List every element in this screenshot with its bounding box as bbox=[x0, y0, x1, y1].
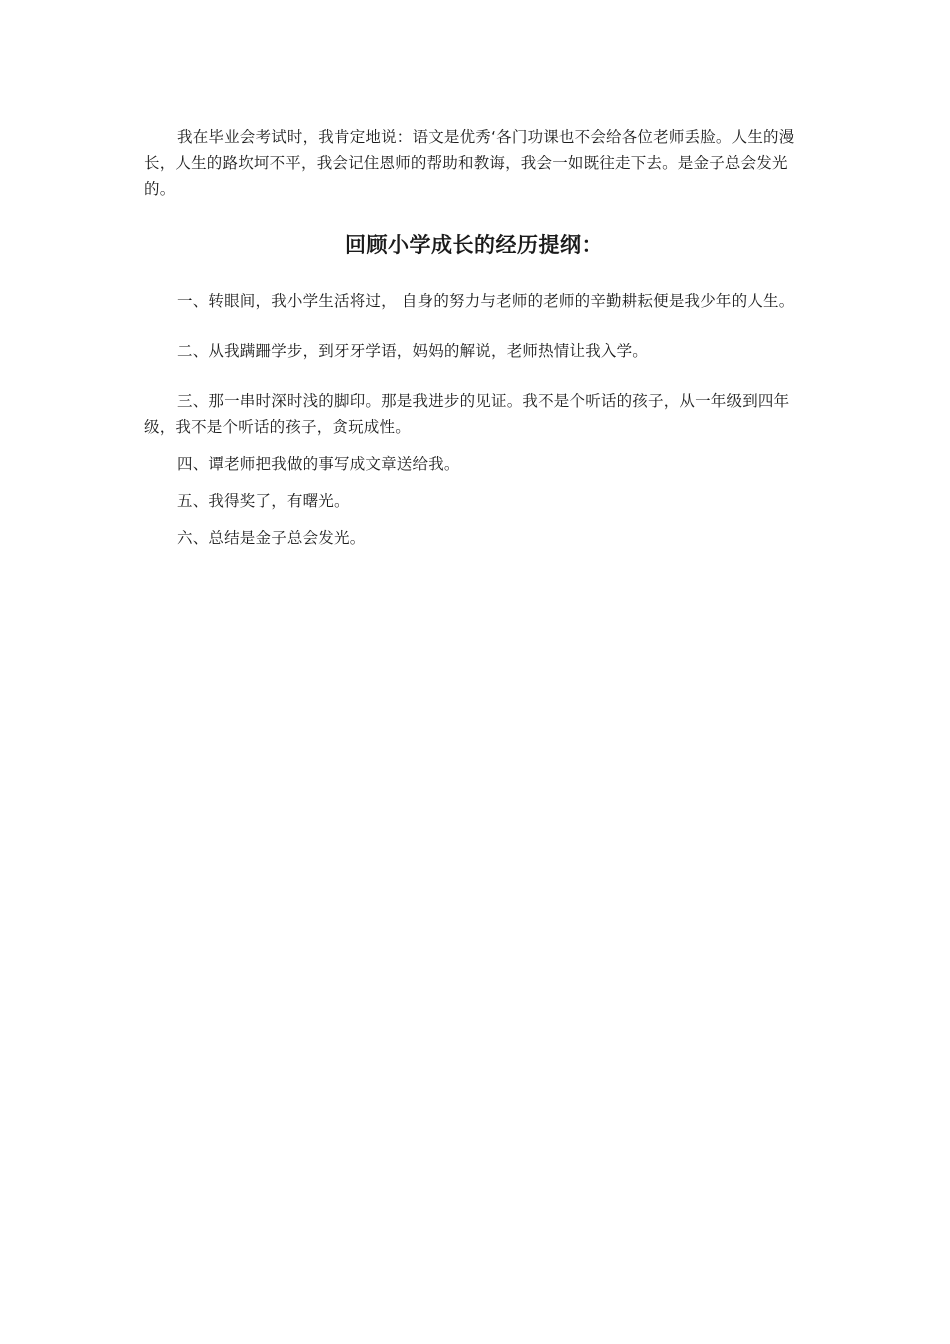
document-body bbox=[144, 124, 804, 551]
outline-item-1: 一、转眼间，我小学生活将过， 自身的努力与老师的老师的辛勤耕耘便是我少年的人生。 bbox=[177, 292, 795, 310]
outline-item-6: 六、总结是金子总会发光。 bbox=[177, 529, 366, 547]
outline-list bbox=[144, 288, 804, 551]
outline-item-3: 三、那一串时深时浅的脚印。那是我进步的见证。我不是个听话的孩子，从一年级到四年级，我不是个听话的孩子，贪玩成性。 bbox=[144, 392, 790, 436]
intro-paragraph: 我在毕业会考试时，我肯定地说：语文是优秀‘各门功课也不会给各位老师丢脸。人生的漫长，人生的路坎坷不平，我会记住恩师的帮助和教诲，我会一如既往走下去。是金子总会发光的。 bbox=[144, 128, 795, 198]
outline-item-4: 四、谭老师把我做的事写成文章送给我。 bbox=[177, 455, 460, 473]
outline-item-2: 二、从我蹒跚学步，到牙牙学语，妈妈的解说，老师热情让我入学。 bbox=[177, 342, 649, 360]
outline-item-5: 五、我得奖了，有曙光。 bbox=[177, 492, 350, 510]
outline-title: 回顾小学成长的经历提纲： bbox=[345, 233, 603, 257]
